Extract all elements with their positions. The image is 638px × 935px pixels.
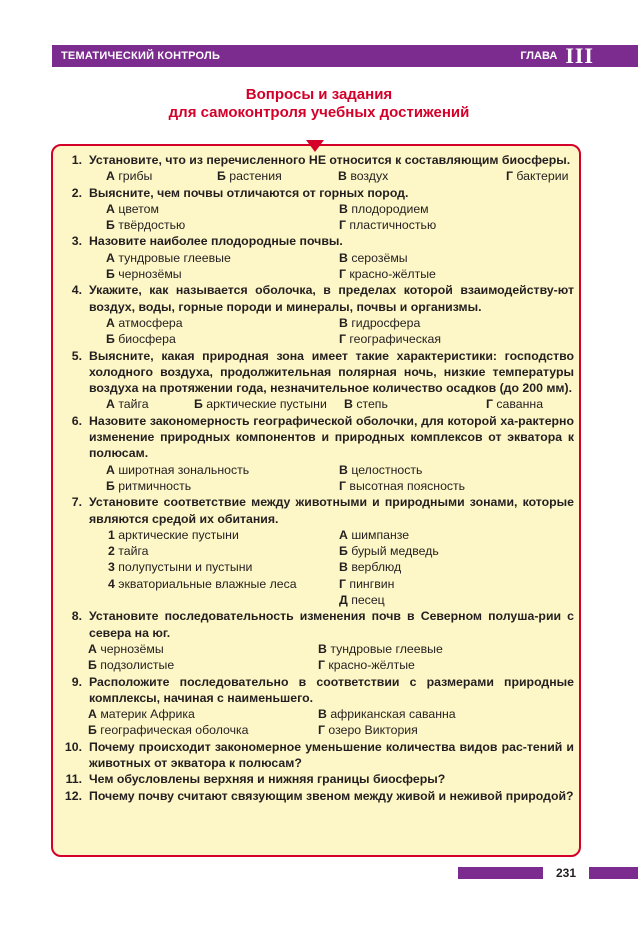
question-number: 1. bbox=[71, 153, 82, 167]
question-number: 9. bbox=[71, 674, 82, 689]
box-notch bbox=[306, 140, 324, 152]
option: В степь bbox=[344, 397, 388, 412]
page-title-line2: для самоконтроля учебных достижений bbox=[168, 104, 470, 121]
matching-options bbox=[60, 527, 574, 608]
option: Г географическая bbox=[339, 332, 441, 347]
question-number: 11. bbox=[65, 772, 82, 787]
option: А широтная зональность bbox=[106, 462, 250, 477]
question-5 bbox=[60, 348, 574, 413]
question-text: Установите последовательность изменения почв в Северном полуша-рии с севера на юг. bbox=[89, 609, 574, 640]
page-number: 231 bbox=[543, 864, 589, 882]
question-text: Назовите закономерность географической оболочки, для которой ха-рактерно изменение природных компонентов и природных комплексов от экватора к полюсам. bbox=[89, 413, 574, 461]
question-number: 3. bbox=[71, 234, 82, 249]
option: А цветом bbox=[106, 201, 159, 216]
option: 2 тайга bbox=[108, 544, 149, 559]
question-4 bbox=[60, 282, 574, 347]
option: В тундровые глеевые bbox=[318, 641, 443, 656]
answer-options bbox=[60, 641, 574, 674]
option: Б географическая оболочка bbox=[88, 723, 249, 738]
question-number: 12. bbox=[64, 788, 82, 803]
option: Д песец bbox=[339, 593, 385, 608]
question-number: 7. bbox=[71, 495, 82, 510]
option: Г красно-жёлтые bbox=[339, 267, 436, 282]
answer-options bbox=[60, 706, 574, 739]
option: Б ритмичность bbox=[106, 478, 192, 493]
option: Г озеро Виктория bbox=[318, 723, 418, 738]
option: В целостность bbox=[339, 462, 423, 477]
option: Г пингвин bbox=[339, 576, 395, 591]
option: В верблюд bbox=[339, 560, 402, 575]
option: Г красно-жёлтые bbox=[318, 658, 415, 673]
question-10 bbox=[60, 739, 574, 772]
option: Б твёрдостью bbox=[106, 218, 186, 233]
answer-options bbox=[60, 315, 574, 348]
option: Б бурый медведь bbox=[339, 544, 439, 559]
option: Б чернозёмы bbox=[106, 267, 182, 282]
question-number: 8. bbox=[71, 609, 82, 624]
answer-options bbox=[60, 250, 574, 283]
question-number: 2. bbox=[71, 185, 82, 200]
option: В серозёмы bbox=[339, 250, 408, 265]
option: Г пластичностью bbox=[339, 218, 437, 233]
option: Б биосфера bbox=[106, 332, 176, 347]
option: В гидросфера bbox=[339, 315, 421, 330]
question-number: 10. bbox=[64, 739, 82, 754]
question-text: Назовите наиболее плодородные почвы. bbox=[89, 234, 343, 249]
question-text: Выясните, чем почвы отличаются от горных пород. bbox=[89, 185, 409, 200]
questions-list bbox=[60, 152, 574, 804]
question-2 bbox=[60, 185, 574, 234]
chapter-label bbox=[520, 43, 638, 68]
option: 3 полупустыни и пустыни bbox=[108, 560, 253, 575]
option: 4 экваториальные влажные леса bbox=[108, 576, 297, 591]
question-11 bbox=[60, 771, 574, 787]
chapter-number: III bbox=[565, 43, 594, 68]
question-7 bbox=[60, 494, 574, 608]
option: 1 арктические пустыни bbox=[108, 527, 239, 542]
answer-options bbox=[60, 396, 574, 412]
answer-options bbox=[60, 462, 574, 495]
question-number: 6. bbox=[71, 413, 82, 428]
option: А шимпанзе bbox=[339, 527, 410, 542]
option: В африканская саванна bbox=[318, 707, 456, 722]
option: А тундровые глеевые bbox=[106, 250, 231, 265]
question-text: Почему почву считают связующим звеном между живой и неживой природой? bbox=[89, 788, 574, 803]
option: Г бактерии bbox=[506, 169, 569, 184]
option: В воздух bbox=[338, 169, 389, 184]
header-bar bbox=[52, 45, 638, 67]
question-text: Расположите последовательно в соответствии с размерами природные комплексы, начиная с наименьшего. bbox=[89, 674, 574, 705]
option: Г саванна bbox=[486, 397, 544, 412]
question-text: Укажите, как называется оболочка, в пределах которой взаимодейству-ют воздух, воды, горные породи и минералы, почвы и организмы. bbox=[89, 283, 574, 314]
question-text: Чем обусловлены верхняя и нижняя границы биосферы? bbox=[89, 772, 446, 787]
answer-options bbox=[60, 168, 574, 184]
question-text: Установите соответствие между животными и природными зонами, которые являются средой их обитания. bbox=[89, 495, 574, 526]
question-6 bbox=[60, 413, 574, 494]
page-title bbox=[0, 86, 638, 122]
question-text: Установите, что из перечисленного НЕ относится к составляющим биосферы. bbox=[89, 153, 571, 167]
question-text: Почему происходит закономерное уменьшение количества видов рас-тений и животных от экватора к полюсам? bbox=[89, 739, 574, 770]
option: А грибы bbox=[106, 169, 153, 184]
option: А тайга bbox=[106, 397, 149, 412]
option: А атмосфера bbox=[106, 315, 183, 330]
option: В плодородием bbox=[339, 201, 429, 216]
section-title: ТЕМАТИЧЕСКИЙ КОНТРОЛЬ bbox=[61, 50, 221, 62]
answer-options bbox=[60, 201, 574, 234]
chapter-word: ГЛАВА bbox=[520, 50, 558, 62]
question-9 bbox=[60, 674, 574, 739]
option: Г высотная поясность bbox=[339, 478, 466, 493]
option-empty bbox=[108, 592, 339, 608]
option: А материк Африка bbox=[88, 707, 195, 722]
question-text: Выясните, какая природная зона имеет такие характеристики: господство холодного воздуха, продолжительная полярная ночь, низкие температуры воздуха на протяжении года, незначительное количество осадков (до 200 мм). bbox=[89, 348, 574, 396]
question-1 bbox=[60, 152, 574, 185]
option: Б растения bbox=[217, 169, 282, 184]
question-number: 5. bbox=[71, 348, 82, 363]
question-number: 4. bbox=[71, 283, 82, 298]
page-title-line1: Вопросы и задания bbox=[245, 86, 393, 103]
question-8 bbox=[60, 608, 574, 673]
question-3 bbox=[60, 233, 574, 282]
question-12 bbox=[60, 788, 574, 804]
option: Б подзолистые bbox=[88, 658, 175, 673]
option: Б арктические пустыни bbox=[194, 397, 327, 412]
option: А чернозёмы bbox=[88, 641, 164, 656]
